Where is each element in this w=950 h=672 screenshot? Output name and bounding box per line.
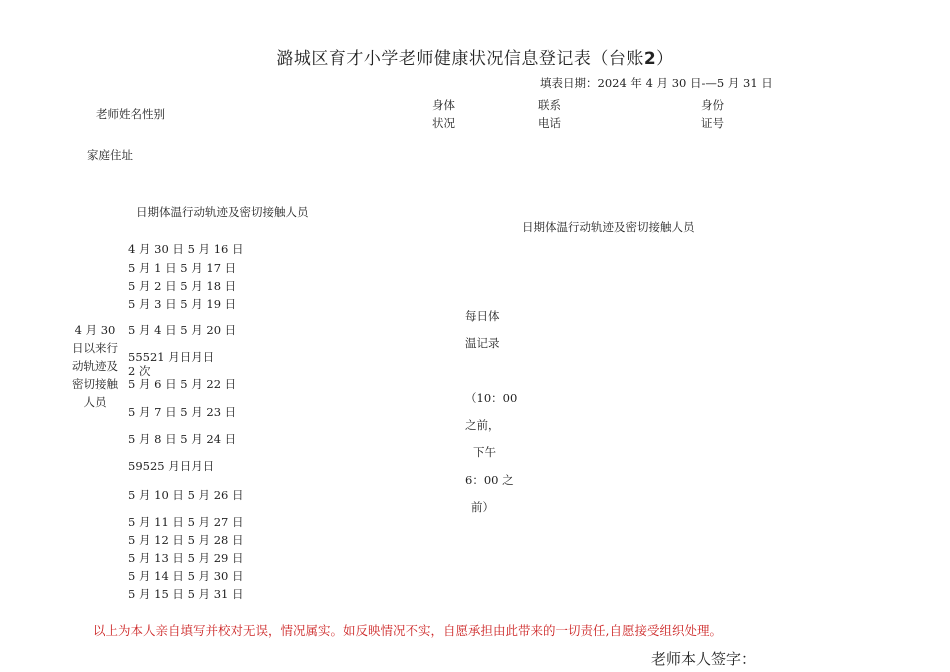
date-row: 5 月 14 日 5 月 30 日 [128,569,244,583]
date-row: 5 月 15 日 5 月 31 日 [128,587,244,601]
trajectory-section-label: 4 月 30 日以来行动轨迹及密切接触人员 [72,323,118,409]
signature-label: 老师本人签字： [651,650,757,668]
date-row: 5 月 7 日 5 月 23 日 [128,405,237,419]
date-row: 5 月 4 日 5 月 20 日 [128,323,237,337]
page-title [0,44,950,69]
id-label-line2: 证号 [701,116,724,130]
date-row: 5 月 11 日 5 月 27 日 [128,515,244,529]
date-row: 5 月 13 日 5 月 29 日 [128,551,244,565]
date-row: 5 月 2 日 5 月 18 日 [128,279,237,293]
date-row: 5 月 1 日 5 月 17 日 [128,261,237,275]
declaration-text: 以上为本人亲自填写并校对无误，情况属实。如反映情况不实，自愿承担由此带来的一切责任,自愿接受组织处理。 [93,623,722,638]
date-row-note: 2 次 [128,364,151,378]
daily-temp-label: （10：00 [465,391,518,405]
trajectory-header-right: 日期体温行动轨迹及密切接触人员 [522,220,695,234]
health-label-line1: 身体 [432,98,455,112]
daily-temp-label: 每日体 [465,309,500,323]
daily-temp-label: 之前， [465,418,500,432]
date-row: 5 月 10 日 5 月 26 日 [128,488,244,502]
fill-date: 填表日期：2024 年 4 月 30 日-—5 月 31 日 [540,76,773,90]
daily-temp-label: 前） [471,500,494,514]
date-row: 5 月 3 日 5 月 19 日 [128,297,237,311]
address-label: 家庭住址 [87,148,133,162]
phone-label-line2: 电话 [538,116,561,130]
date-row: 55521 月日月日 [128,350,215,364]
daily-temp-label: 温记录 [465,336,500,350]
phone-label-line1: 联系 [538,98,561,112]
daily-temp-label: 下午 [473,445,496,459]
date-row: 5 月 6 日 5 月 22 日 [128,377,237,391]
date-row: 5 月 8 日 5 月 24 日 [128,432,237,446]
date-row: 59525 月日月日 [128,459,215,473]
title-main: 潞城区育才小学老师健康状况信息登记表（台账 [276,49,644,69]
date-row: 4 月 30 日 5 月 16 日 [128,242,244,256]
name-gender-label: 老师姓名性别 [96,107,165,121]
trajectory-header-left: 日期体温行动轨迹及密切接触人员 [136,205,309,219]
title-number: 2 [643,49,657,69]
date-row: 5 月 12 日 5 月 28 日 [128,533,244,547]
daily-temp-label: 6：00 之 [465,473,514,487]
health-label-line2: 状况 [432,116,455,130]
id-label-line1: 身份 [701,98,724,112]
title-close: ） [656,49,674,69]
